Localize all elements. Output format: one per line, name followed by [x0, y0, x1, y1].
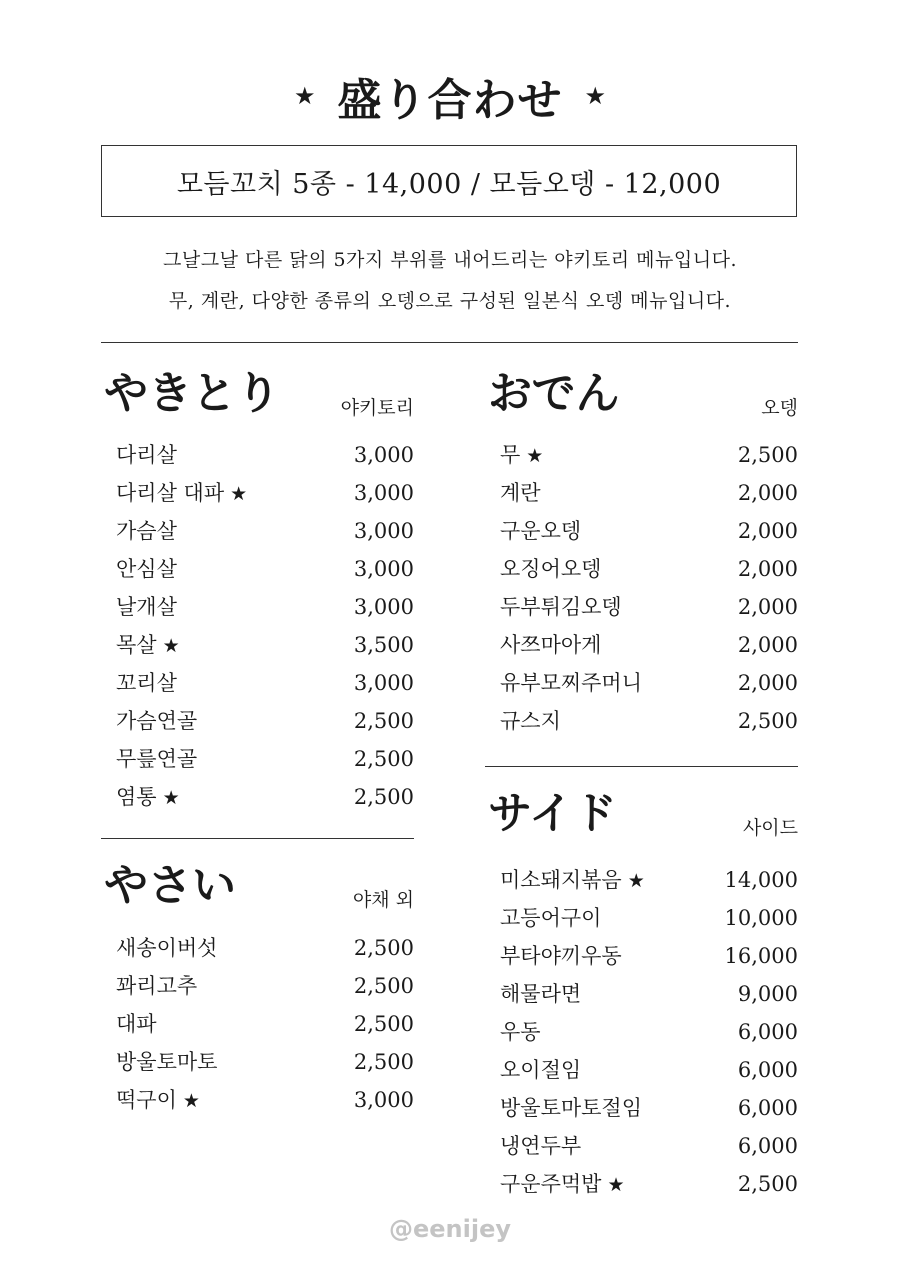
item-name-text: 규스지: [500, 709, 561, 733]
section-title-jp: おでん: [488, 368, 620, 419]
menu-item: [488, 975, 798, 1013]
item-name-text: 해물라면: [500, 982, 582, 1006]
menu-item: [488, 512, 798, 550]
item-name: [500, 1127, 581, 1165]
menu-item: [488, 1127, 798, 1165]
item-name: [116, 740, 197, 778]
star-icon: ★: [607, 1174, 625, 1196]
item-price: 3,000: [353, 519, 414, 543]
item-name: [500, 1013, 541, 1051]
item-price: 3,000: [353, 557, 414, 581]
menu-item: [104, 512, 414, 550]
item-name: [116, 474, 247, 513]
section-title-kr: 오뎅: [761, 397, 798, 419]
menu-item: [104, 740, 414, 778]
item-name: [116, 702, 197, 740]
star-icon: ★: [627, 870, 645, 892]
divider-right: [485, 766, 798, 767]
item-name: [116, 588, 177, 626]
section-title-kr: 사이드: [742, 817, 798, 839]
item-name: [500, 861, 645, 900]
item-name-text: 안심살: [116, 557, 177, 581]
section-oden-header: [488, 360, 798, 420]
item-price: 6,000: [737, 1134, 798, 1158]
menu-title: [0, 66, 900, 126]
item-price: 3,000: [353, 443, 414, 467]
item-name-text: 부타야끼우동: [500, 944, 622, 968]
item-name-text: 가슴살: [116, 519, 177, 543]
menu-item: [488, 664, 798, 702]
item-price: 2,000: [737, 595, 798, 619]
item-name: [500, 899, 601, 937]
item-name-text: 우동: [500, 1020, 541, 1044]
item-name-text: 사쯔마아게: [500, 633, 602, 657]
star-icon: ★: [584, 82, 607, 110]
yakitori-list: [104, 436, 414, 816]
menu-item: [488, 937, 798, 975]
item-name: [500, 1165, 624, 1204]
item-price: 16,000: [724, 944, 798, 968]
menu-item: [488, 1089, 798, 1127]
star-icon: ★: [293, 82, 316, 110]
item-name-text: 새송이버섯: [116, 936, 218, 960]
item-name: [116, 512, 177, 550]
item-name-text: 다리살: [116, 443, 177, 467]
star-icon: ★: [182, 1090, 200, 1112]
menu-item: [488, 861, 798, 899]
item-price: 2,500: [737, 1172, 798, 1196]
section-yakitori-header: [104, 360, 414, 420]
item-name: [116, 436, 177, 474]
item-name-text: 냉연두부: [500, 1134, 582, 1158]
item-name-text: 방울토마토: [116, 1050, 218, 1074]
item-name-text: 미소돼지볶음: [500, 868, 622, 892]
menu-item: [488, 474, 798, 512]
item-name: [116, 1081, 200, 1120]
item-price: 2,500: [353, 747, 414, 771]
title-text: 盛り合わせ: [337, 75, 563, 126]
item-price: 2,000: [737, 519, 798, 543]
item-price: 9,000: [737, 982, 798, 1006]
menu-item: [488, 550, 798, 588]
item-name-text: 목살: [116, 633, 157, 657]
item-name: [500, 588, 622, 626]
menu-item: [104, 474, 414, 512]
item-name: [500, 550, 601, 588]
menu-item: [488, 1013, 798, 1051]
star-icon: ★: [230, 483, 248, 505]
item-name-text: 가슴연골: [116, 709, 198, 733]
item-name: [116, 778, 180, 817]
item-price: 2,500: [353, 974, 414, 998]
menu-item: [104, 626, 414, 664]
item-name-text: 떡구이: [116, 1088, 177, 1112]
menu-item: [488, 626, 798, 664]
item-name-text: 유부모찌주머니: [500, 671, 643, 695]
menu-item: [104, 436, 414, 474]
item-name-text: 무릎연골: [116, 747, 198, 771]
item-name: [500, 474, 541, 512]
menu-item: [104, 1081, 414, 1119]
item-price: 2,500: [353, 709, 414, 733]
combo-box: 모듬꼬치 5종 - 14,000 / 모듬오뎅 - 12,000: [101, 145, 797, 217]
item-name-text: 무: [500, 443, 521, 467]
item-price: 3,000: [353, 671, 414, 695]
item-name: [500, 512, 581, 550]
item-name: [116, 1043, 217, 1081]
item-price: 6,000: [737, 1020, 798, 1044]
item-name-text: 날개살: [116, 595, 177, 619]
side-list: [488, 861, 798, 1203]
item-name-text: 구운주먹밥: [500, 1172, 602, 1196]
menu-item: [488, 702, 798, 740]
menu-item: [488, 1165, 798, 1203]
menu-item: [104, 550, 414, 588]
star-icon: ★: [162, 635, 180, 657]
item-price: 2,000: [737, 481, 798, 505]
divider-top: [101, 342, 798, 343]
item-name: [116, 664, 177, 702]
item-name: [500, 1051, 581, 1089]
item-name-text: 계란: [500, 481, 541, 505]
item-name: [116, 1005, 157, 1043]
item-price: 2,000: [737, 671, 798, 695]
section-title-kr: 야키토리: [340, 397, 414, 419]
item-name: [500, 937, 622, 975]
menu-item: [104, 664, 414, 702]
menu-item: [104, 1005, 414, 1043]
divider-left: [101, 838, 414, 839]
menu-item: [104, 778, 414, 816]
item-price: 6,000: [737, 1096, 798, 1120]
section-yasai-header: [104, 852, 414, 912]
item-name: [500, 664, 642, 702]
menu-item: [488, 899, 798, 937]
item-name: [500, 626, 601, 664]
item-name-text: 두부튀김오뎅: [500, 595, 622, 619]
item-name-text: 꽈리고추: [116, 974, 198, 998]
menu-item: [104, 1043, 414, 1081]
item-price: 3,000: [353, 1088, 414, 1112]
item-price: 2,000: [737, 633, 798, 657]
section-title-kr: 야채 외: [352, 889, 414, 911]
menu-item: [488, 588, 798, 626]
description-line-2: 무, 계란, 다양한 종류의 오뎅으로 구성된 일본식 오뎅 메뉴입니다.: [168, 290, 732, 312]
item-price: 2,000: [737, 557, 798, 581]
item-name-text: 오이절임: [500, 1058, 582, 1082]
item-price: 2,500: [353, 1012, 414, 1036]
menu-item: [104, 929, 414, 967]
item-price: 2,500: [353, 785, 414, 809]
item-price: 3,000: [353, 481, 414, 505]
item-price: 2,500: [353, 1050, 414, 1074]
section-title-jp: やきとり: [104, 368, 280, 419]
item-name-text: 방울토마토절임: [500, 1096, 643, 1120]
item-name-text: 오징어오뎅: [500, 557, 602, 581]
section-title-jp: やさい: [104, 860, 236, 911]
star-icon: ★: [162, 787, 180, 809]
oden-list: [488, 436, 798, 740]
menu-item: [104, 702, 414, 740]
item-name-text: 구운오뎅: [500, 519, 582, 543]
watermark: @eenijey: [388, 1215, 511, 1243]
yasai-list: [104, 929, 414, 1119]
item-name: [116, 929, 217, 967]
item-name: [500, 975, 581, 1013]
item-price: 14,000: [724, 868, 798, 892]
item-name: [500, 1089, 642, 1127]
item-name-text: 대파: [116, 1012, 157, 1036]
item-name-text: 염통: [116, 785, 157, 809]
section-title-jp: サイド: [488, 788, 617, 839]
item-name: [116, 967, 197, 1005]
menu-item: [104, 588, 414, 626]
item-name: [116, 550, 177, 588]
menu-item: [488, 1051, 798, 1089]
item-price: 3,000: [353, 595, 414, 619]
item-name: [500, 436, 543, 475]
item-name-text: 고등어구이: [500, 906, 602, 930]
item-price: 2,500: [737, 709, 798, 733]
item-price: 6,000: [737, 1058, 798, 1082]
star-icon: ★: [526, 445, 544, 467]
item-name: [500, 702, 561, 740]
item-name-text: 꼬리살: [116, 671, 177, 695]
item-name-text: 다리살 대파: [116, 481, 225, 505]
item-price: 3,500: [353, 633, 414, 657]
item-name: [116, 626, 180, 665]
description-line-1: 그날그날 다른 닭의 5가지 부위를 내어드리는 야키토리 메뉴입니다.: [163, 249, 737, 271]
menu-item: [488, 436, 798, 474]
item-price: 10,000: [724, 906, 798, 930]
item-price: 2,500: [353, 936, 414, 960]
item-price: 2,500: [737, 443, 798, 467]
section-side-header: [488, 780, 798, 840]
menu-item: [104, 967, 414, 1005]
